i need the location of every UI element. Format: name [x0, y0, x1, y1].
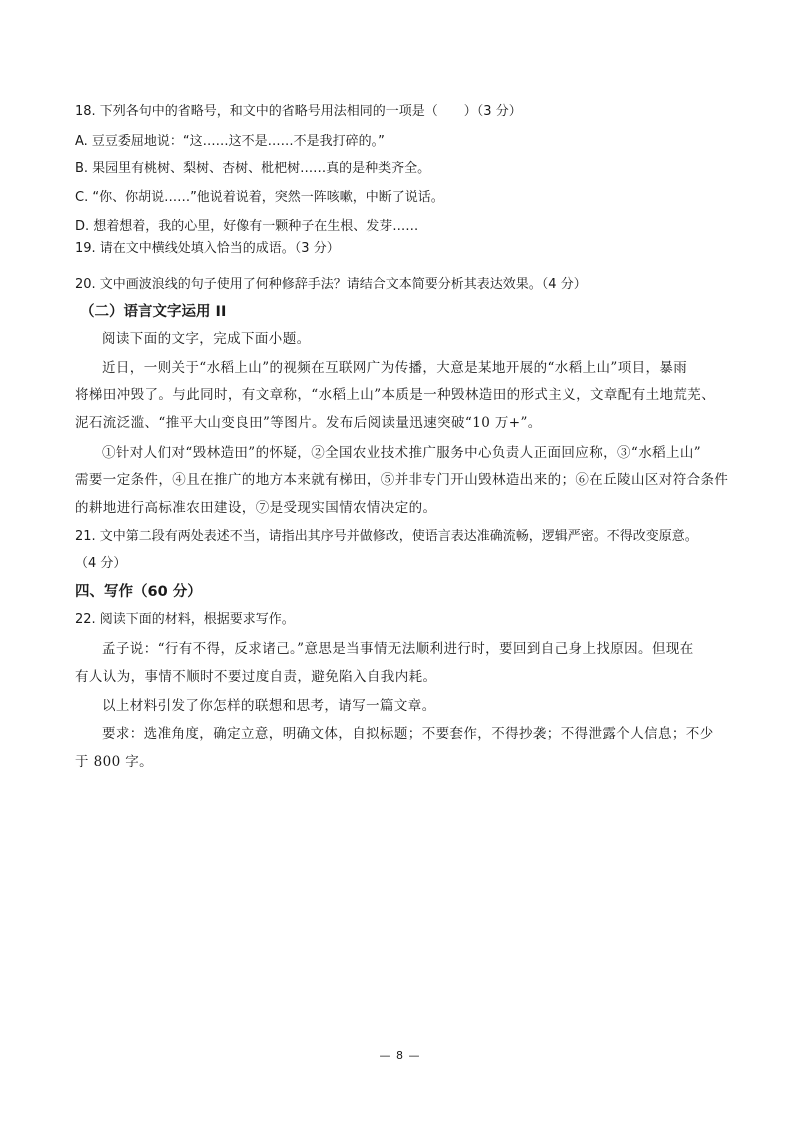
question-18-option-b: B. 果园里有桃树、梨树、杏树、枇杷树……真的是种类齐全。	[75, 161, 431, 176]
section-2-instruction: 阅读下面的文字，完成下面小题。	[102, 331, 311, 347]
material-line-1: 孟子说：“行有不得，反求诸己。”意思是当事情无法顺利进行时，要回到自己身上找原因。但现在	[102, 641, 694, 657]
question-18-option-a: A. 豆豆委屈地说：“这……这不是……不是我打碎的。”	[75, 134, 385, 149]
section-4-title: 四、写作（60 分）	[75, 584, 202, 600]
question-21-line-1: 21. 文中第二段有两处表述不当，请指出其序号并做修改，使语言表达准确流畅，逻辑严密。不得改变原意。	[75, 529, 698, 544]
passage-p2-line-2: 需要一定条件，④且在推广的地方本来就有梯田，⑤并非专门开山毁林造出来的；⑥在丘陵山区对符合条件	[75, 472, 729, 488]
question-19: 19. 请在文中横线处填入恰当的成语。（3 分）	[75, 241, 340, 256]
section-2-title: （二）语言文字运用 II	[80, 304, 227, 320]
writing-prompt: 以上材料引发了你怎样的联想和思考，请写一篇文章。	[102, 698, 436, 714]
passage-p1-line-1: 近日，一则关于“水稻上山”的视频在互联网广为传播，大意是某地开展的“水稻上山”项目，暴雨	[102, 360, 688, 376]
question-20: 20. 文中画波浪线的句子使用了何种修辞手法？请结合文本简要分析其表达效果。（4 分）	[75, 277, 587, 292]
passage-p1-line-3: 泥石流泛滥、“推平大山变良田”等图片。发布后阅读量迅速突破“10 万+”。	[75, 415, 542, 431]
question-22: 22. 阅读下面的材料，根据要求写作。	[75, 612, 295, 627]
question-18-stem: 18. 下列各句中的省略号，和文中的省略号用法相同的一项是（ ）（3 分）	[75, 104, 522, 119]
passage-p2-line-1: ①针对人们对“毁林造田”的怀疑，②全国农业技术推广服务中心负责人正面回应称，③“水稻上山”	[102, 445, 702, 461]
material-line-2: 有人认为，事情不顺时不要过度自责，避免陷入自我内耗。	[75, 669, 437, 685]
passage-p1-line-2: 将梯田冲毁了。与此同时，有文章称，“水稻上山”本质是一种毁林造田的形式主义，文章配有土地荒芜、	[75, 387, 716, 403]
question-21-line-2: （4 分）	[75, 556, 127, 571]
passage-p2-line-3: 的耕地进行高标准农田建设，⑦是受现实国情农情决定的。	[75, 500, 437, 516]
question-18-option-d: D. 想着想着，我的心里，好像有一颗种子在生根、发芽……	[75, 219, 419, 234]
question-18-option-c: C. “你、你胡说……”他说着说着，突然一阵咳嗽，中断了说话。	[75, 190, 444, 205]
requirements-line-2: 于 800 字。	[75, 754, 154, 770]
page-number: — 8 —	[379, 1049, 421, 1062]
requirements-line-1: 要求：选准角度，确定立意，明确文体，自拟标题；不要套作，不得抄袭；不得泄露个人信息；不少	[102, 726, 714, 742]
